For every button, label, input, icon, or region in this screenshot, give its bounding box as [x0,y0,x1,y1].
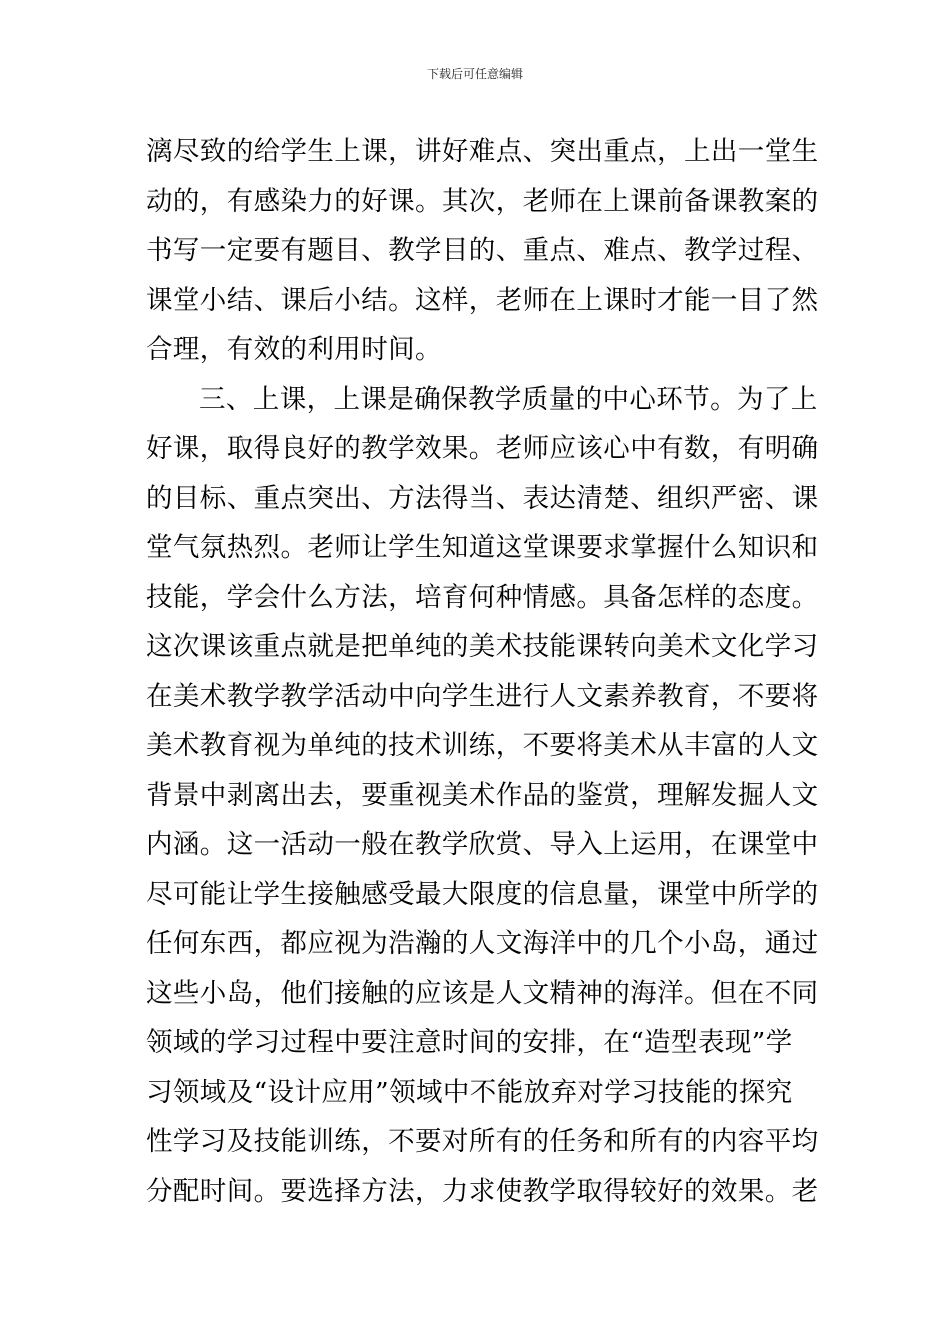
text-line: 这次课该重点就是把单纯的美术技能课转向美术文化学习 [146,631,819,662]
text-line: 背景中剥离出去，要重视美术作品的鉴赏，理解发掘人文 [146,779,819,811]
text-line: 技能，学会什么方法，培育何种情感。具备怎样的态度。 [146,581,819,613]
text-line: 堂气氛热烈。老师让学生知道这堂课要求掌握什么知识和 [146,532,819,563]
document-body [146,127,826,1216]
text-line: 性学习及技能训练，不要对所有的任务和所有的内容平均 [146,1126,819,1157]
text-line: 尽可能让学生接触感受最大限度的信息量，课堂中所学的 [146,878,819,910]
text-line: 课堂小结、课后小结。这样，老师在上课时才能一目了然 [146,284,819,316]
text-line: 漓尽致的给学生上课，讲好难点、突出重点，上出一堂生 [146,136,819,167]
text-line: 合理，有效的利用时间。 [146,334,442,365]
text-line: 习领域及“设计应用”领域中不能放弃对学习技能的探究 [146,1076,793,1108]
text-line: 领域的学习过程中要注意时间的安排，在“造型表现”学 [146,1027,793,1058]
text-line: 动的，有感染力的好课。其次，老师在上课前备课教案的 [146,185,819,217]
text-line: 美术教育视为单纯的技术训练，不要将美术从丰富的人文 [146,730,819,761]
text-line: 分配时间。要选择方法，力求使教学取得较好的效果。老 [146,1175,819,1207]
text-line: 的目标、重点突出、方法得当、表达清楚、组织严密、课 [146,482,819,514]
text-line: 内涵。这一活动一般在教学欣赏、导入上运用，在课堂中 [146,829,819,860]
text-line: 任何东西，都应视为浩瀚的人文海洋中的几个小岛，通过 [146,928,819,959]
text-line: 在美术教学教学活动中向学生进行人文素养教育，不要将 [146,680,819,712]
text-line-paragraph-start: 三、上课，上课是确保教学质量的中心环节。为了上 [199,383,818,415]
text-line: 好课，取得良好的教学效果。老师应该心中有数，有明确 [146,433,819,464]
text-line: 这些小岛，他们接触的应该是人文精神的海洋。但在不同 [146,977,819,1009]
text-line: 书写一定要有题目、教学目的、重点、难点、教学过程、 [146,235,819,266]
page-header: 下载后可任意编辑 [426,67,523,81]
